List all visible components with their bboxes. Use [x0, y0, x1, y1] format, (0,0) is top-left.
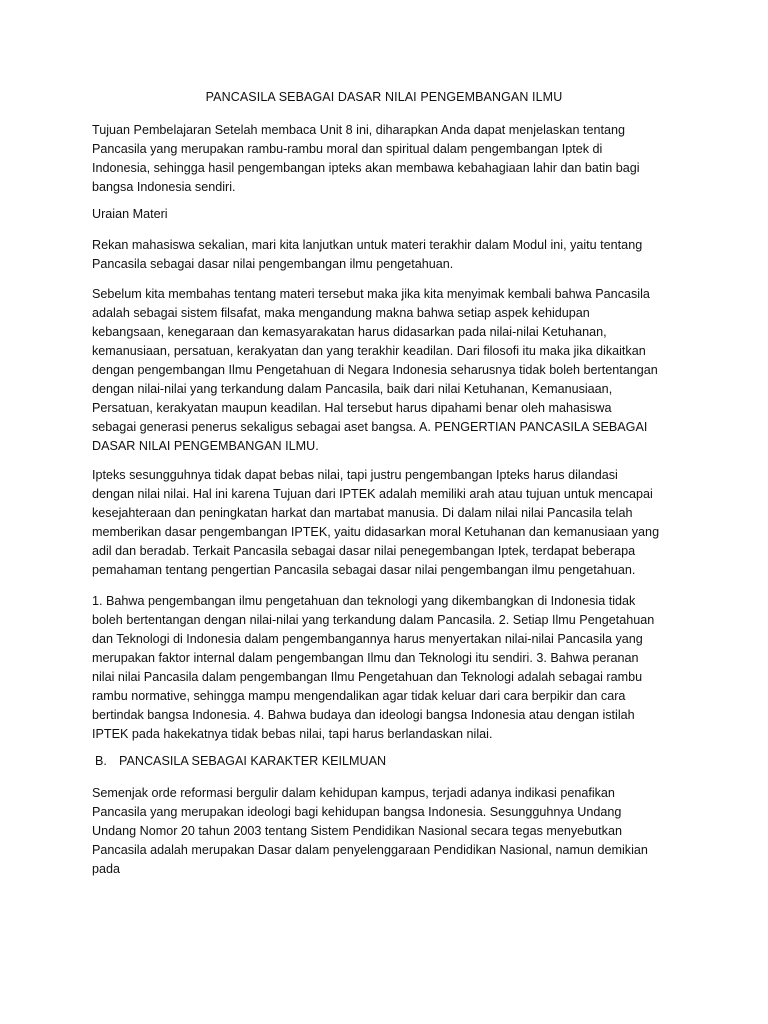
text-line: adil dan beradab. Terkait Pancasila sebagai dasar nilai penegembangan Iptek, terdapat beberapa: [92, 544, 636, 558]
text-line: IPTEK pada hakekatnya tidak bebas nilai, tapi harus berlandaskan nilai.: [92, 727, 493, 741]
text-line: dan Teknologi di Indonesia dalam pengembangannya harus menyertakan nilai-nilai Pancasila yang: [92, 632, 643, 646]
section-b-heading: [95, 752, 386, 771]
text-line: kesejahteraan dan peningkatan harkat dan martabat manusia. Di dalam nilai nilai Pancasila telah: [92, 506, 633, 520]
text-line: Pancasila sebagai dasar nilai pengembangan ilmu pengetahuan.: [92, 257, 454, 271]
text-line: kebangsaan, kenegaraan dan kemasyarakatan harus didasarkan pada nilai-nilai Ketuhanan,: [92, 325, 607, 339]
paragraph-tujuan: [92, 121, 678, 197]
text-line: bertindak bangsa Indonesia. 4. Bahwa budaya dan ideologi bangsa Indonesia atau dengan istilah: [92, 708, 635, 722]
text-line: Ipteks sesungguhnya tidak dapat bebas nilai, tapi justru pengembangan Ipteks harus dilandasi: [92, 468, 618, 482]
text-line: memberikan dasar pengembangan IPTEK, yaitu didasarkan moral Ketuhanan dan kemanusiaan yang: [92, 525, 660, 539]
text-line: kemanusiaan, persatuan, kerakyatan dan yang terakhir keadilan. Dari filosofi itu maka jika dikaitkan: [92, 344, 646, 358]
text-line: Persatuan, kerakyatan maupun keadilan. Hal tersebut harus dipahami benar oleh mahasiswa: [92, 401, 612, 415]
text-line: Undang Nomor 20 tahun 2003 tentang Sistem Pendidikan Nasional secara tegas menyebutkan: [92, 824, 622, 838]
text-line: Rekan mahasiswa sekalian, mari kita lanjutkan untuk materi terakhir dalam Modul ini, yaitu tentang: [92, 238, 643, 252]
text-line: dengan nilai nilai. Hal ini karena Tujuan dari IPTEK adalah memiliki arah atau tujuan untuk mencapai: [92, 487, 653, 501]
text-line: pemahaman tentang pengertian Pancasila sebagai dasar nilai pengembangan ilmu pengetahuan.: [92, 563, 636, 577]
paragraph-rekan: [92, 236, 678, 274]
document-title: PANCASILA SEBAGAI DASAR NILAI PENGEMBANGAN ILMU: [205, 90, 563, 104]
text-line: Sebelum kita membahas tentang materi tersebut maka jika kita menyimak kembali bahwa Pancasila: [92, 287, 650, 301]
text-line: adalah sebagai sistem filsafat, maka mengandung makna bahwa setiap aspek kehidupan: [92, 306, 590, 320]
text-line: merupakan faktor internal dalam pengembangan Ilmu dan Teknologi itu sendiri. 3. Bahwa peranan: [92, 651, 639, 665]
paragraph-poin: [92, 592, 678, 744]
text-line: Indonesia, sehingga hasil pengembangan ipteks akan membawa kebahagiaan lahir dan batin bagi: [92, 161, 640, 175]
text-line: Pancasila adalah merupakan Dasar dalam penyelenggaraan Pendidikan Nasional, namun demikian: [92, 843, 648, 857]
text-line: DASAR NILAI PENGEMBANGAN ILMU.: [92, 439, 319, 453]
paragraph-ipteks: [92, 466, 678, 580]
text-line: 1. Bahwa pengembangan ilmu pengetahuan dan teknologi yang dikembangkan di Indonesia tidak: [92, 594, 636, 608]
text-line: Pancasila yang merupakan ideologi bagi kehidupan bangsa Indonesia. Sesungguhnya Undang: [92, 805, 622, 819]
text-line: bangsa Indonesia sendiri.: [92, 180, 236, 194]
text-line: dengan pengembangan Ilmu Pengetahuan di Negara Indonesia seharusnya tidak boleh bertentangan: [92, 363, 658, 377]
paragraph-semenjak: [92, 784, 678, 879]
text-line: nilai nilai Pancasila dalam pengembangan Ilmu Pengetahuan dan Teknologi adalah sebagai rambu: [92, 670, 643, 684]
text-line: Semenjak orde reformasi bergulir dalam kehidupan kampus, terjadi adanya indikasi penafikan: [92, 786, 615, 800]
text-line: Tujuan Pembelajaran Setelah membaca Unit 8 ini, diharapkan Anda dapat menjelaskan tentang: [92, 123, 626, 137]
text-line: rambu normative, sehingga mampu mengendalikan agar tidak keluar dari cara berpikir dan cara: [92, 689, 626, 703]
text-line: boleh bertentangan dengan nilai-nilai yang terkandung dalam Pancasila. 2. Setiap Ilmu Pengetahuan: [92, 613, 655, 627]
paragraph-sebelum: [92, 285, 678, 456]
text-line: dengan nilai-nilai yang terkandung dalam Pancasila, baik dari nilai Ketuhanan, Kemanusiaan,: [92, 382, 613, 396]
text-line: pada: [92, 862, 121, 876]
section-b-title: PANCASILA SEBAGAI KARAKTER KEILMUAN: [119, 754, 387, 768]
text-line: Pancasila yang merupakan rambu-rambu moral dan spiritual dalam pengembangan Iptek di: [92, 142, 603, 156]
section-b-label: B.: [95, 754, 107, 768]
text-line: sebagai generasi penerus sekaligus sebagai aset bangsa. A. PENGERTIAN PANCASILA SEBAGAI: [92, 420, 648, 434]
paragraph-uraian: [92, 205, 678, 224]
text-line: Uraian Materi: [92, 207, 168, 221]
